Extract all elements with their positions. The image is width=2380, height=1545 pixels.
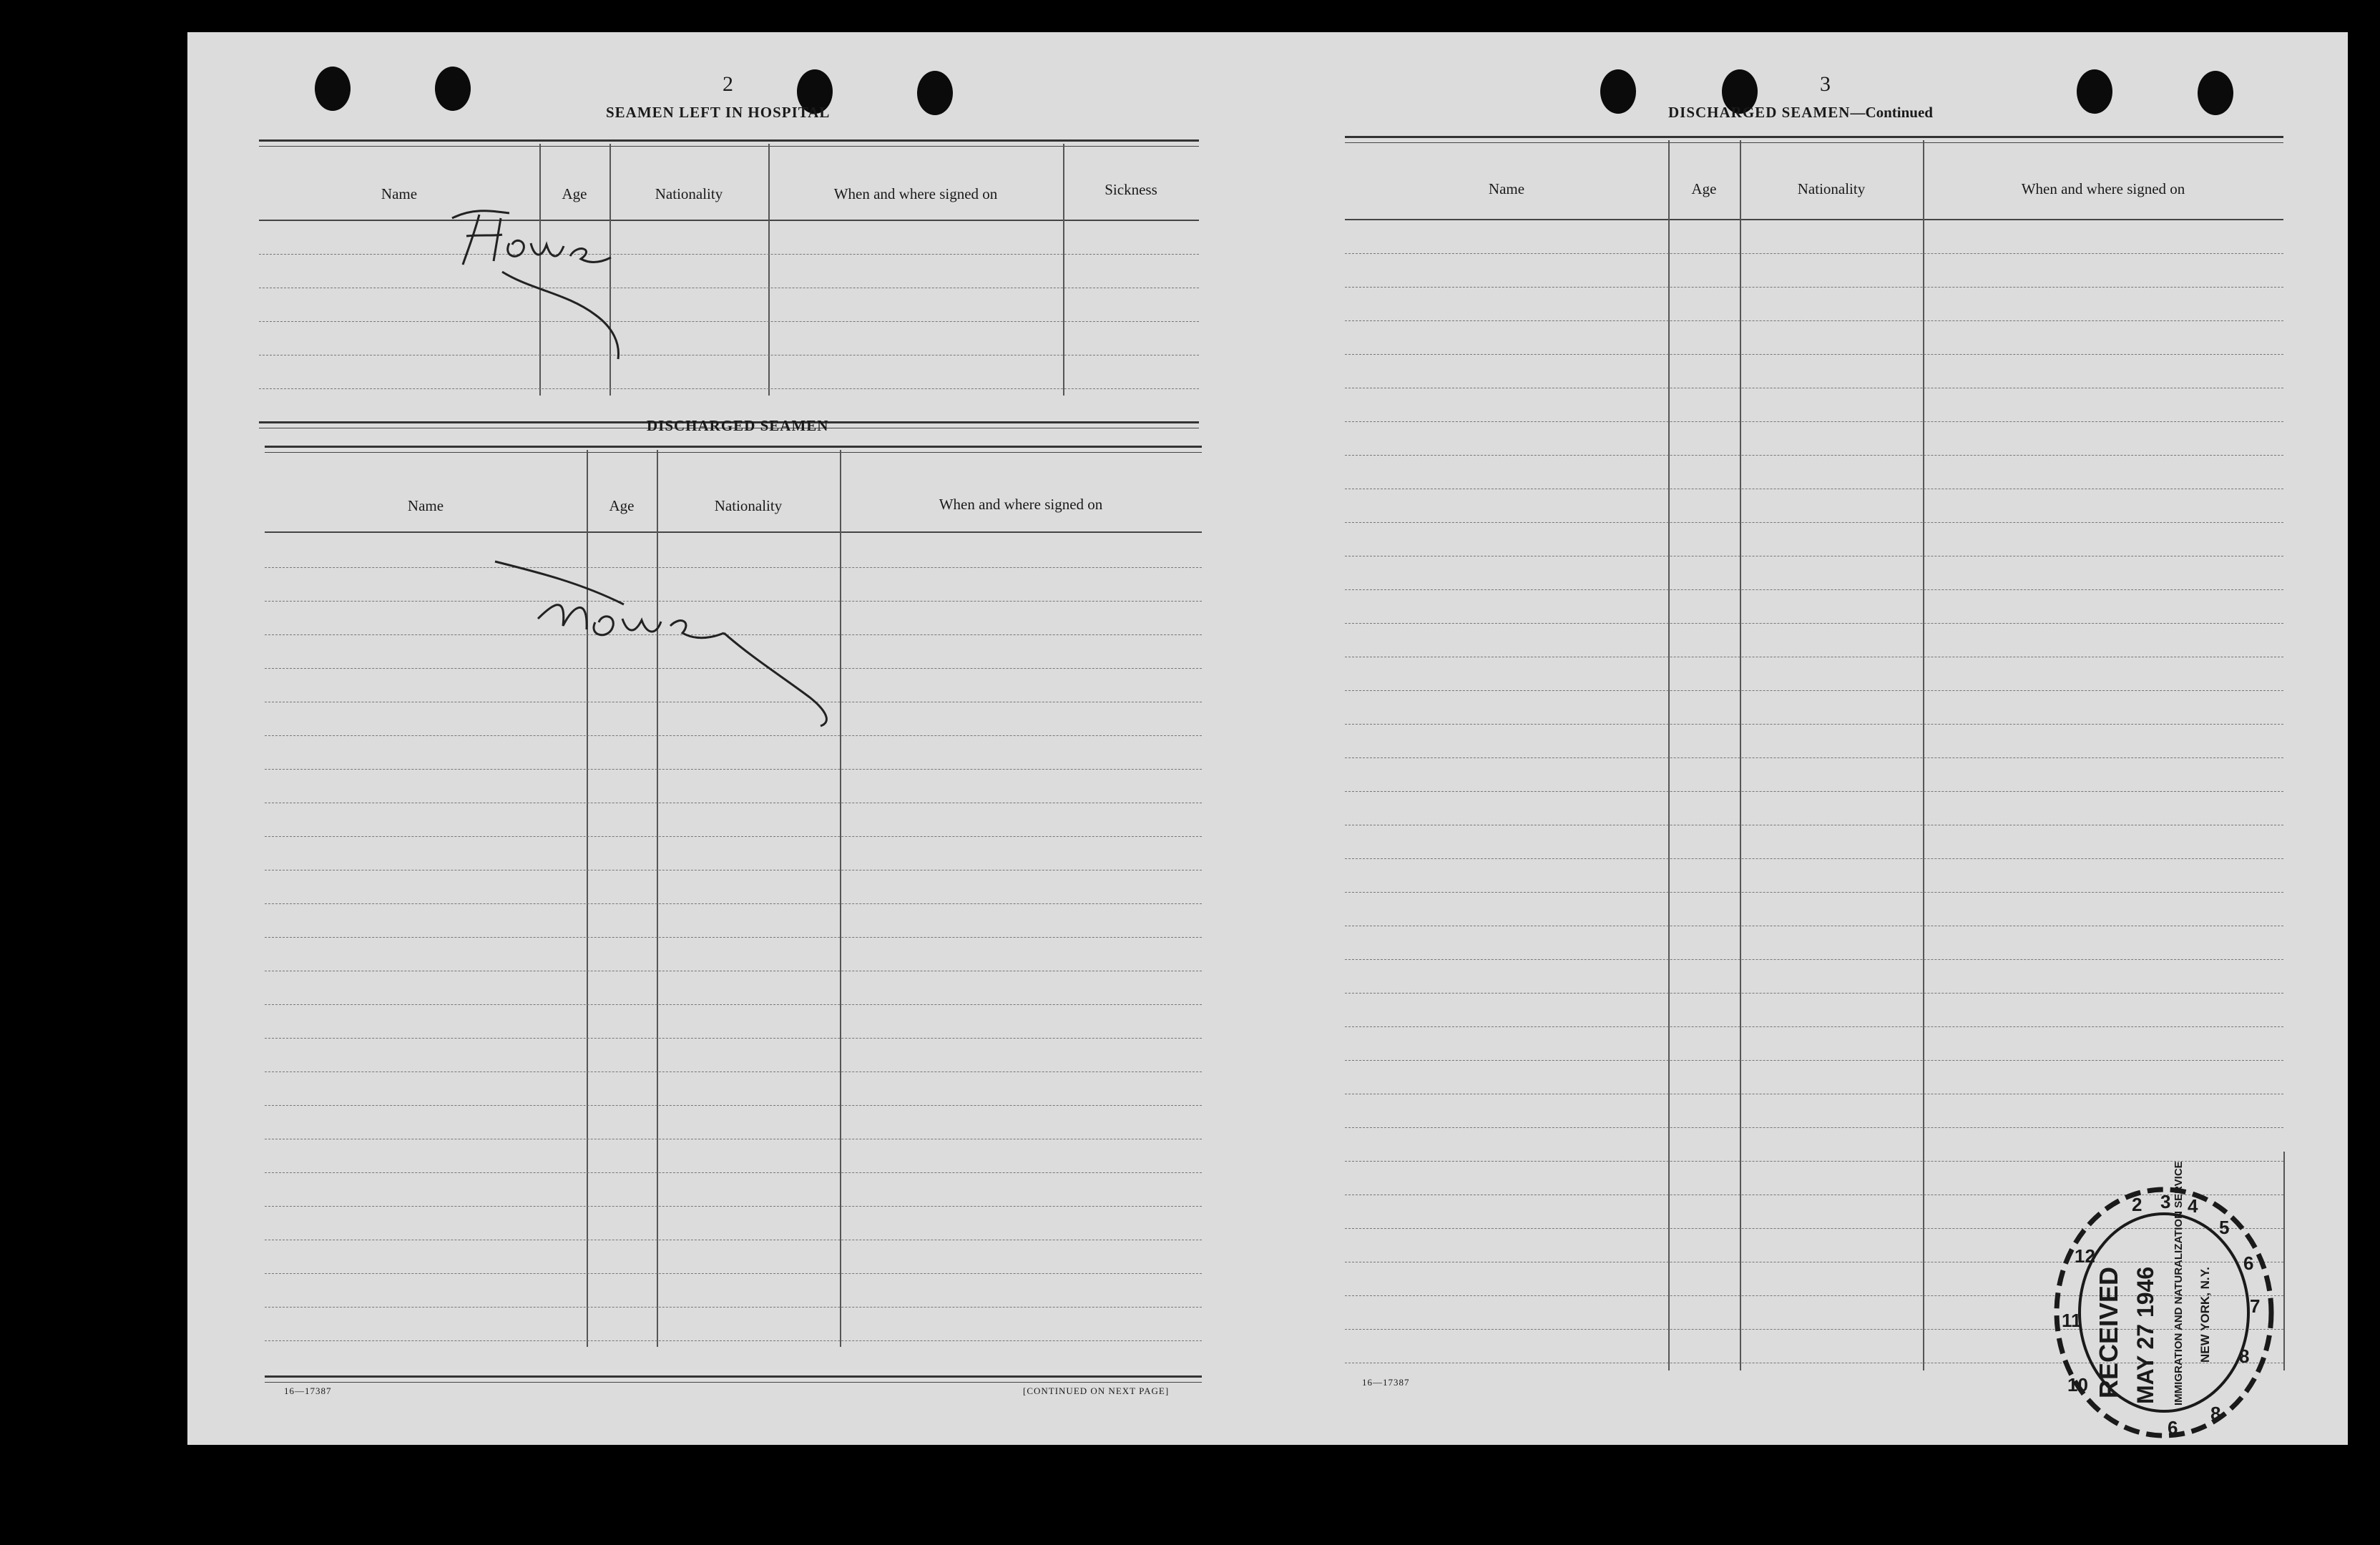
table-top-rule xyxy=(259,139,1199,147)
table-right-edge xyxy=(2283,1152,2285,1370)
hospital-section-title: SEAMEN LEFT IN HOSPITAL xyxy=(606,104,831,121)
document-sheet xyxy=(187,32,2348,1445)
column-header-signed-on: When and where signed on xyxy=(2021,180,2185,197)
table-row xyxy=(1345,623,2283,624)
handwritten-none-signature xyxy=(495,526,939,755)
table-row xyxy=(1345,421,2283,422)
table-bottom-rule xyxy=(265,1375,1202,1383)
table-row xyxy=(1345,791,2283,792)
table-top-rule xyxy=(265,446,1202,453)
discharged-continued-title xyxy=(1668,104,1933,122)
table-row xyxy=(1345,690,2283,691)
punch-hole xyxy=(917,71,953,115)
table-row xyxy=(265,937,1202,938)
table-row xyxy=(1345,522,2283,523)
table-row xyxy=(1345,253,2283,254)
column-header-age: Age xyxy=(609,497,635,514)
form-code-right: 16—17387 xyxy=(1362,1377,1410,1388)
table-row xyxy=(265,1038,1202,1039)
punch-hole xyxy=(435,67,471,111)
table-top-rule xyxy=(1345,136,2283,143)
table-row xyxy=(1345,858,2283,859)
svg-text:10: 10 xyxy=(2067,1374,2088,1396)
table-row xyxy=(1345,757,2283,758)
svg-text:8: 8 xyxy=(2210,1403,2221,1424)
form-code-left: 16—17387 xyxy=(284,1385,332,1396)
svg-text:12: 12 xyxy=(2075,1245,2095,1267)
table-row xyxy=(1345,589,2283,590)
column-header-age: Age xyxy=(562,185,587,202)
stamp-received-word: RECEIVED xyxy=(2094,1266,2123,1398)
table-row xyxy=(265,1273,1202,1274)
table-row xyxy=(265,1307,1202,1308)
punch-hole xyxy=(2198,71,2233,115)
column-header-nationality: Nationality xyxy=(714,497,783,514)
punch-hole xyxy=(2077,69,2112,114)
column-divider xyxy=(1063,144,1064,396)
column-header-signed-on: When and where signed on xyxy=(939,496,1103,513)
table-row xyxy=(265,1071,1202,1072)
column-header-nationality: Nationality xyxy=(655,185,723,202)
column-header-signed-on: When and where signed on xyxy=(833,185,998,202)
received-stamp xyxy=(2046,1161,2282,1448)
svg-text:5: 5 xyxy=(2219,1217,2230,1238)
table-row xyxy=(1345,354,2283,355)
table-row xyxy=(265,1340,1202,1341)
table-row xyxy=(1345,455,2283,456)
column-header-name: Name xyxy=(407,497,444,514)
table-row xyxy=(1345,1026,2283,1027)
svg-text:3: 3 xyxy=(2160,1191,2171,1212)
discharged-section-title: DISCHARGED SEAMEN xyxy=(647,417,829,434)
stamp-city: NEW YORK, N.Y. xyxy=(2198,1267,2212,1363)
discharged-continued-title-main: DISCHARGED SEAMEN xyxy=(1668,104,1851,121)
header-rule xyxy=(1345,219,2283,220)
continued-on-next-page-note: [CONTINUED ON NEXT PAGE] xyxy=(1023,1385,1170,1396)
table-row xyxy=(265,1206,1202,1207)
table-row xyxy=(1345,1127,2283,1128)
table-row xyxy=(1345,320,2283,321)
svg-text:6: 6 xyxy=(2243,1252,2254,1274)
table-row xyxy=(265,836,1202,837)
table-row xyxy=(265,769,1202,770)
punch-hole xyxy=(315,67,351,111)
punch-hole xyxy=(1600,69,1636,114)
column-header-sickness: Sickness xyxy=(1105,181,1157,198)
svg-text:8: 8 xyxy=(2239,1345,2250,1367)
column-divider xyxy=(1668,140,1670,1370)
handwritten-none-signature xyxy=(423,193,824,379)
table-row xyxy=(265,1004,1202,1005)
svg-text:11: 11 xyxy=(2062,1310,2082,1331)
column-divider xyxy=(1923,140,1924,1370)
table-row xyxy=(1345,892,2283,893)
svg-text:6: 6 xyxy=(2168,1417,2178,1438)
table-row xyxy=(1345,724,2283,725)
column-header-name: Name xyxy=(1488,180,1525,197)
table-row xyxy=(1345,287,2283,288)
continued-suffix: —Continued xyxy=(1850,104,1933,121)
table-row xyxy=(1345,993,2283,994)
column-header-age: Age xyxy=(1691,180,1717,197)
table-row xyxy=(265,903,1202,904)
page-number-right: 3 xyxy=(1820,72,1831,96)
table-row xyxy=(265,1172,1202,1173)
table-row xyxy=(259,388,1199,389)
stamp-date: MAY 27 1946 xyxy=(2132,1266,2158,1404)
column-header-nationality: Nationality xyxy=(1797,180,1866,197)
stamp-agency: IMMIGRATION AND NATURALIZATION SERVICE xyxy=(2173,1161,2185,1406)
column-header-name: Name xyxy=(381,185,418,202)
table-row xyxy=(1345,1060,2283,1061)
svg-text:2: 2 xyxy=(2132,1194,2143,1215)
svg-text:4: 4 xyxy=(2188,1195,2198,1217)
column-divider xyxy=(1740,140,1741,1370)
page-number-left: 2 xyxy=(723,72,733,96)
svg-text:7: 7 xyxy=(2250,1295,2261,1317)
table-row xyxy=(1345,1161,2283,1162)
table-row xyxy=(265,1105,1202,1106)
table-row xyxy=(1345,959,2283,960)
